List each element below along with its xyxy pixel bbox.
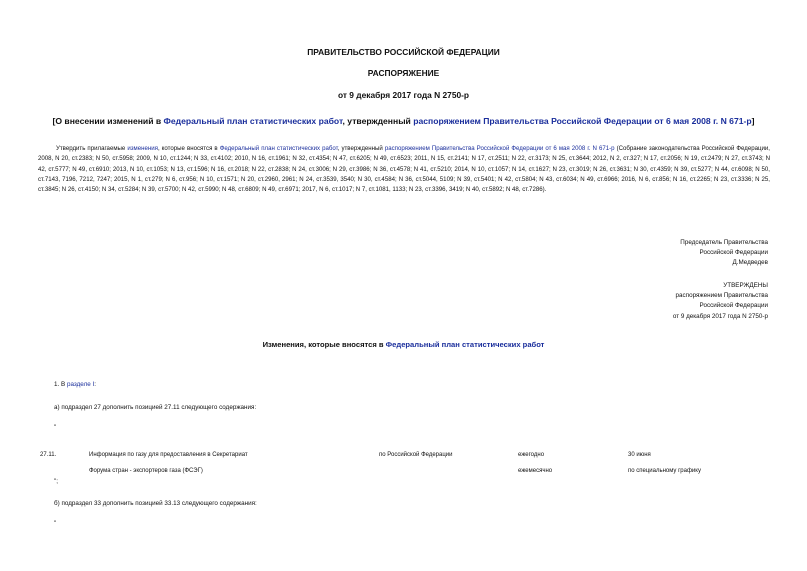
row-term-line-1: 30 июня <box>628 452 651 458</box>
government-heading: ПРАВИТЕЛЬСТВО РОССИЙСКОЙ ФЕДЕРАЦИИ <box>307 47 500 57</box>
row-frequency-line-2: ежемесячно <box>518 468 553 474</box>
signature-position: Председатель Правительства <box>680 239 768 246</box>
signature-block <box>680 238 768 269</box>
row-name-line-2: Форума стран - экспортеров газа (ФСЭГ) <box>89 468 203 474</box>
order-671-link[interactable]: распоряжением Правительства Российской Федерации от 6 мая 2008 г. N 671-р <box>384 145 615 152</box>
section-i-link[interactable]: разделе I <box>66 381 95 388</box>
changes-heading-prefix: Изменения, которые вносятся в <box>262 340 386 349</box>
row-name <box>89 447 248 479</box>
changes-link[interactable]: изменения <box>127 145 158 152</box>
signature-name: Д.Медведев <box>732 259 768 267</box>
date-number-heading: от 9 декабря 2017 года N 2750-р <box>337 90 470 100</box>
approved-by: распоряжением Правительства <box>675 292 768 300</box>
approved-date: от 9 декабря 2017 года N 2750-р <box>672 312 768 320</box>
row-term-line-2: по специальному графику <box>628 468 701 474</box>
approval-block <box>673 281 768 322</box>
preamble-text-3: , утвержденный <box>337 145 385 152</box>
row-frequency-line-1: ежегодно <box>518 452 545 458</box>
preamble-text-4: (Собрание законодательства Российской Федерации, 2008, N 20, ст.2383; N 50, ст.5958; 2009, N 10, ст.1244; N 33, ст.4102; 2010, N 16, ст.1961; N 32, ст.4354; N 47, ст.6205; N 49, ст.6523; 2011, N 15, ст.2141; N 17, ст.2511; N 22, ст.3173; N 25, ст.3644; 2012, N 2, ст.327; N 17, ст.2056; N 19, ст.2479; N 27, ст.3743; N 42, ст.5777; N 49, ст.6910; 2013, N 10, ст.1053; N 13, ст.1596; N 16, ст.2018; N 22, ст.2838; N 24, ст.3006; N 29, ст.3986; N 36, ст.4578; N 41, ст.5210; 2014, N 10, ст.1057; N 14, ст.1627; N 23, ст.3019; N 26, ст.3631; N 30, ст.4359; N 39, ст.5277; N 44, ст.6098; N 50, ст.7143, 7196, 7212, 7247; 2015, N 1, ст.279; N 6, ст.956; N 10, ст.1571; N 20, ст.2960, 2961; N 24, ст.3539, 3540; N 30, ст.4584; N 36, ст.5044, 5109; N 39, ст.5401; N 42, ст.5804; N 43, ст.6034; N 49, ст.6966; 2016, N 6, ст.856; N 16, ст.2265; N 23, ст.3336; N 25, ст.3845; N 26, ст.4150; N 34, ст.5284; N 39, ст.5700; N 42, ст.5990; N 48, ст.6809; N 49, ст.6971; 2017, N 6, ст.1017; N 7, ст.1081, 1133; N 23, ст.3396, 3419; N 40, ст.5892; N 48, ст.7286). <box>38 145 770 194</box>
row-term <box>628 447 701 479</box>
row-frequency <box>518 447 552 479</box>
preamble-text-2: , которые вносятся в <box>157 145 220 152</box>
order-671-link[interactable]: распоряжением Правительства Российской Федерации от 6 мая 2008 г. N 671-р <box>413 116 752 126</box>
item-1-prefix: 1. В <box>54 381 67 388</box>
document-title <box>0 116 807 126</box>
federal-plan-link[interactable]: Федеральный план статистических работ <box>385 340 545 349</box>
approved-country: Российской Федерации <box>699 302 768 310</box>
item-1 <box>54 381 96 388</box>
preamble-text-1: Утвердить прилагаемые <box>56 145 128 152</box>
item-1-suffix: : <box>94 381 97 388</box>
approved-label: УТВЕРЖДЕНЫ <box>723 282 768 289</box>
row-scope: по Российской Федерации <box>379 452 453 458</box>
row-name-line-1: Информация по газу для предоставления в Секретариат <box>89 452 248 458</box>
subitem-b: б) подраздел 33 дополнить позицией 33.13 следующего содержания: <box>54 500 257 507</box>
changes-heading <box>0 340 807 349</box>
document-type-heading: РАСПОРЯЖЕНИЕ <box>367 68 440 78</box>
open-quote: " <box>54 424 57 431</box>
title-suffix: ] <box>751 116 755 126</box>
federal-plan-link[interactable]: Федеральный план статистических работ <box>219 145 338 152</box>
preamble-paragraph <box>38 144 770 195</box>
title-prefix: [О внесении изменений в <box>52 116 164 126</box>
open-quote-2: " <box>54 520 57 527</box>
close-quote: "; <box>54 478 58 485</box>
signature-country: Российской Федерации <box>699 249 768 257</box>
title-middle: , утвержденный <box>342 116 414 126</box>
row-number: 27.11. <box>40 452 57 458</box>
subitem-a: а) подраздел 27 дополнить позицией 27.11 следующего содержания: <box>54 404 257 411</box>
federal-plan-link[interactable]: Федеральный план статистических работ <box>163 116 343 126</box>
